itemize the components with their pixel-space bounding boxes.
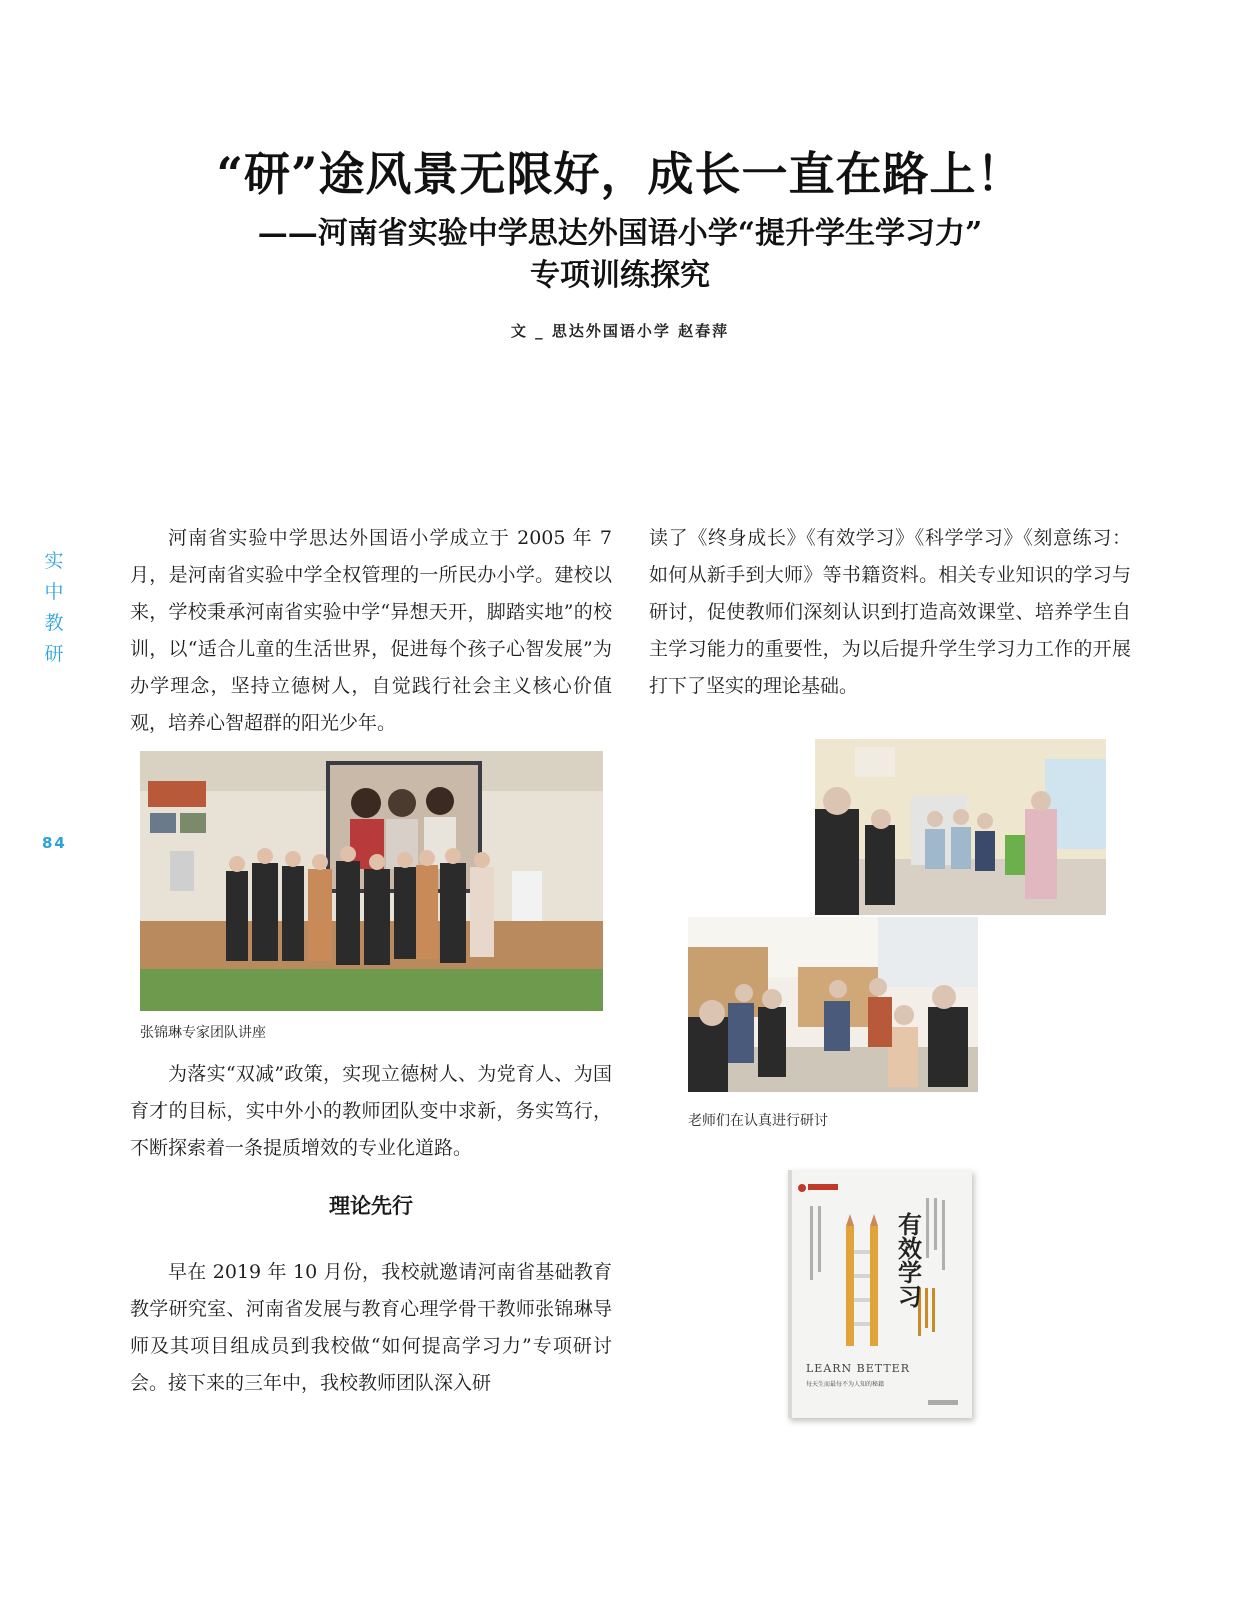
reading-paragraph: 读了《终身成长》《有效学习》《科学学习》《刻意练习：如何从新手到大师》等书籍资料。相关专业知识的学习与研讨，促使教师们深刻认识到打造高效课堂、培养学生自主学习能力的重要性，为以后提升学生学习力工作的开展打下了坚实的理论基础。: [649, 527, 1131, 697]
teachers-discussion-photo-2: [688, 917, 978, 1092]
teachers-discussion-photo-1: [815, 739, 1106, 915]
book-title-text: 有效学习: [893, 1212, 923, 1308]
intro-paragraph: 河南省实验中学思达外国语小学成立于 2005 年 7 月，是河南省实验中学全权管理的一所民办小学。建校以来，学校秉承河南省实验中学“异想天开，脚踏实地”的校训，以“适合儿童的生活世界，促进每个孩子心智发展”为办学理念，坚持立德树人，自觉践行社会主义核心价值观，培养心智超群的阳光少年。: [130, 527, 612, 734]
book-cover-image: [788, 1170, 972, 1418]
expert-lecture-photo: [140, 751, 603, 1011]
section-heading: 理论先行: [329, 1193, 413, 1218]
byline: 文 _ 思达外国语小学 赵春萍: [510, 322, 730, 340]
policy-paragraph: 为落实“双减”政策，实现立德树人、为党育人、为国育才的目标，实中外小的教师团队变中求新，务实笃行，不断探索着一条提质增效的专业化道路。: [130, 1063, 612, 1159]
article-subtitle-line1: ——河南省实验中学思达外国语小学“提升学生学习力”: [257, 216, 983, 251]
side-char: 实: [44, 550, 64, 572]
photo-caption-lecture: 张锦琳专家团队讲座: [140, 1025, 266, 1041]
side-char: 教: [44, 612, 64, 634]
article-title: “研”途风景无限好，成长一直在路上！: [216, 147, 1024, 201]
side-char: 研: [44, 643, 64, 665]
page-number: 84: [42, 834, 67, 852]
book-tagline: 每天生而最每不为人知的秘籍: [806, 1381, 885, 1388]
photo-caption-discussion: 老师们在认真进行研讨: [688, 1113, 828, 1129]
article-subtitle-line2: 专项训练探究: [530, 258, 710, 293]
theory-paragraph: 早在 2019 年 10 月份，我校就邀请河南省基础教育教学研究室、河南省发展与教育心理学骨干教师张锦琳导师及其项目组成员到我校做“如何提高学习力”专项研讨会。接下来的三年中，我校教师团队深入研: [130, 1261, 612, 1394]
side-char: 中: [44, 581, 64, 603]
section-side-label: [42, 546, 66, 670]
book-english-title: LEARN BETTER: [806, 1362, 910, 1375]
